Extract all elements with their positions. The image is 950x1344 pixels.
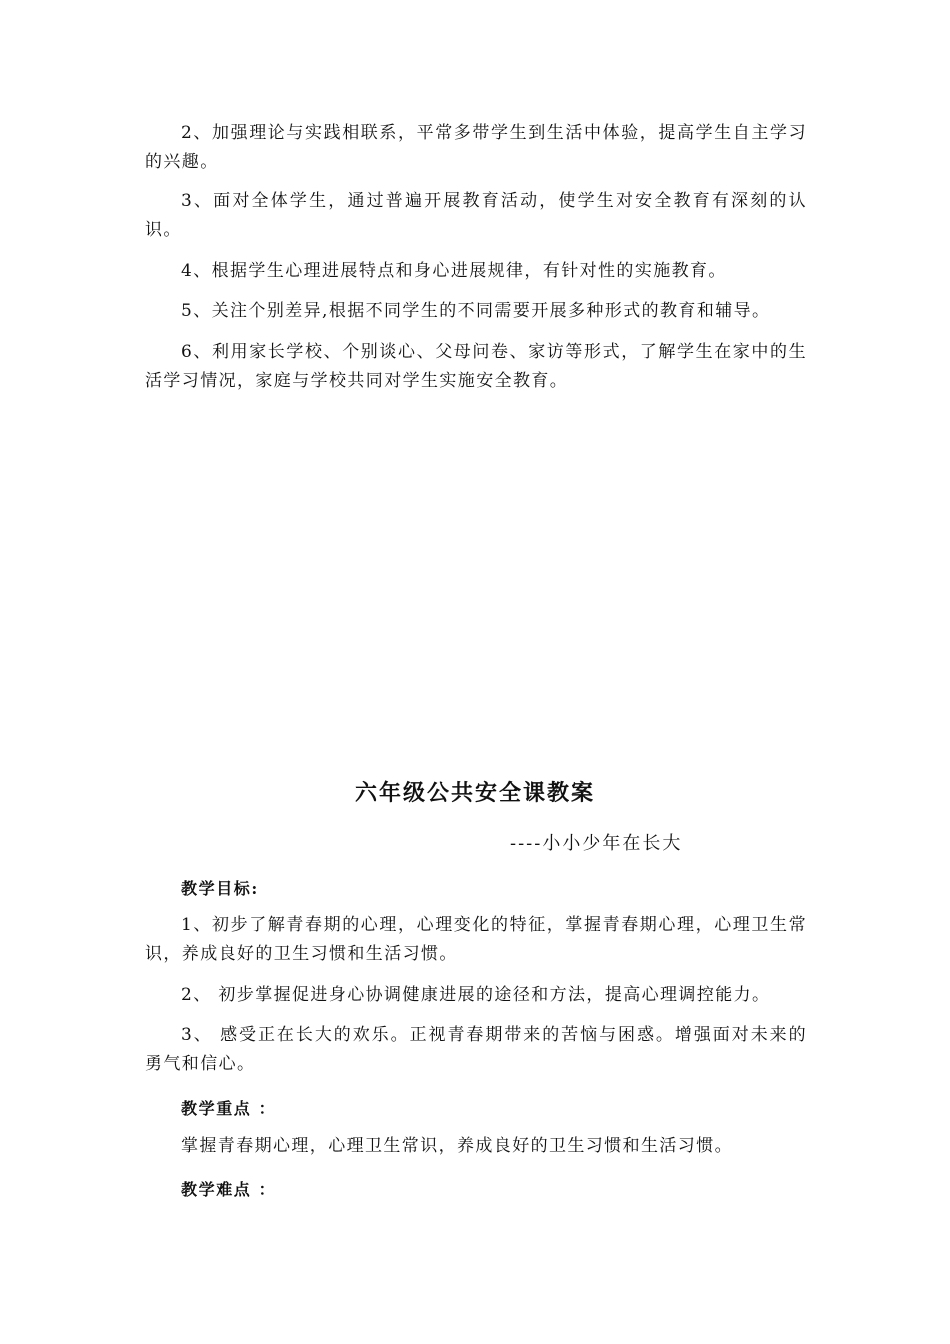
document-subtitle: ----小小少年在长大 xyxy=(510,833,683,854)
objective-item: 3、 感受正在长大的欢乐。正视青春期带来的苦恼与困惑。增强面对未来的勇气和信心。 xyxy=(145,1025,807,1074)
list-item: 2、加强理论与实践相联系，平常多带学生到生活中体验，提高学生自主学习的兴趣。 xyxy=(145,123,807,172)
list-item: 4、根据学生心理进展特点和身心进展规律，有针对性的实施教育。 xyxy=(181,261,727,281)
document-title: 六年级公共安全课教案 xyxy=(354,780,595,806)
objective-item: 1、初步了解青春期的心理，心理变化的特征，掌握青春期心理，心理卫生常识，养成良好的卫生习惯和生活习惯。 xyxy=(145,915,807,964)
objective-item: 2、 初步掌握促进身心协调健康进展的途径和方法，提高心理调控能力。 xyxy=(181,985,771,1005)
key-points-text: 掌握青春期心理，心理卫生常识，养成良好的卫生习惯和生活习惯。 xyxy=(181,1136,733,1156)
list-item: 5、关注个别差异,根据不同学生的不同需要开展多种形式的教育和辅导。 xyxy=(181,301,771,321)
list-item: 3、面对全体学生，通过普遍开展教育活动，使学生对安全教育有深刻的认识。 xyxy=(145,191,807,240)
list-item: 6、利用家长学校、个别谈心、父母问卷、家访等形式，了解学生在家中的生活学习情况，家庭与学校共同对学生实施安全教育。 xyxy=(145,342,807,391)
key-points-heading: 教学重点 ： xyxy=(181,1099,277,1118)
difficult-points-heading: 教学难点 ： xyxy=(181,1180,277,1199)
objectives-heading: 教学目标: xyxy=(181,879,259,898)
